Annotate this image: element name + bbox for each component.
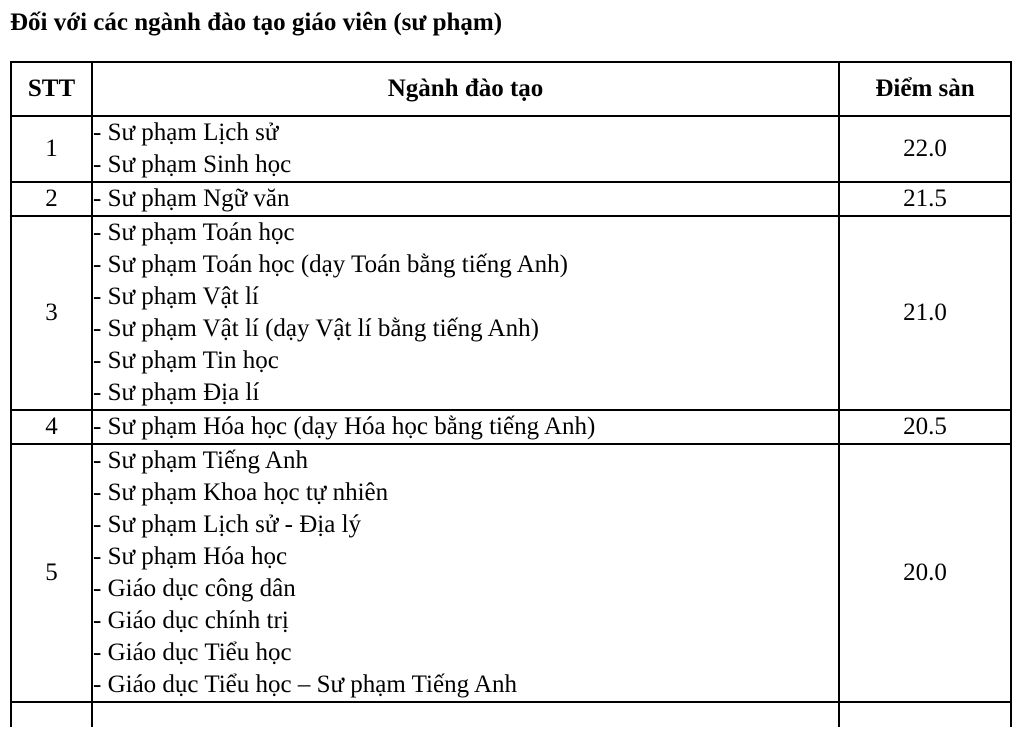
major-item: - Sư phạm Ngữ văn xyxy=(93,185,290,212)
page-heading: Đối với các ngành đào tạo giáo viên (sư phạm) xyxy=(10,9,503,36)
major-item: - Sư phạm Tiếng Anh xyxy=(93,447,308,474)
major-item: - Sư phạm Toán học (dạy Toán bằng tiếng Anh) xyxy=(93,251,569,278)
row-majors xyxy=(92,116,839,182)
row-score: 21.0 xyxy=(839,216,1011,410)
major-item: - Giáo dục công dân xyxy=(93,575,296,602)
table-row xyxy=(11,116,1011,182)
major-item: - Sư phạm Lịch sử xyxy=(93,119,279,146)
majors-table xyxy=(10,61,1012,727)
major-item: - Giáo dục Tiểu học – Sư phạm Tiếng Anh xyxy=(93,671,517,698)
table-row xyxy=(11,216,1011,410)
row-score: 20.0 xyxy=(839,444,1011,702)
row-stt: 3 xyxy=(11,216,92,410)
continuation-cell xyxy=(11,702,92,727)
major-item: - Sư phạm Vật lí xyxy=(93,283,259,310)
major-item: - Sư phạm Toán học xyxy=(93,219,295,246)
major-item: - Sư phạm Khoa học tự nhiên xyxy=(93,479,389,506)
table-header-row xyxy=(11,62,1011,116)
major-item: - Giáo dục chính trị xyxy=(93,607,289,634)
major-item: - Giáo dục Tiểu học xyxy=(93,639,292,666)
header-major: Ngành đào tạo xyxy=(92,62,839,116)
row-score: 21.5 xyxy=(839,182,1011,216)
major-item: - Sư phạm Địa lí xyxy=(93,379,260,406)
row-majors xyxy=(92,410,839,444)
table-row xyxy=(11,410,1011,444)
major-item: - Sư phạm Lịch sử - Địa lý xyxy=(93,511,362,538)
row-majors xyxy=(92,444,839,702)
row-majors xyxy=(92,182,839,216)
row-stt: 1 xyxy=(11,116,92,182)
major-item: - Sư phạm Sinh học xyxy=(93,151,292,178)
major-item: - Sư phạm Hóa học (dạy Hóa học bằng tiếng Anh) xyxy=(93,413,596,440)
row-stt: 4 xyxy=(11,410,92,444)
header-score: Điểm sàn xyxy=(839,62,1011,116)
major-item: - Sư phạm Tin học xyxy=(93,347,279,374)
table-row-continuation xyxy=(11,702,1011,727)
row-majors xyxy=(92,216,839,410)
major-item: - Sư phạm Vật lí (dạy Vật lí bằng tiếng Anh) xyxy=(93,315,539,342)
header-stt: STT xyxy=(11,62,92,116)
row-score: 22.0 xyxy=(839,116,1011,182)
major-item: - Sư phạm Hóa học xyxy=(93,543,288,570)
row-stt: 2 xyxy=(11,182,92,216)
row-stt: 5 xyxy=(11,444,92,702)
table-row xyxy=(11,444,1011,702)
row-score: 20.5 xyxy=(839,410,1011,444)
continuation-cell xyxy=(839,702,1011,727)
continuation-cell xyxy=(92,702,839,727)
table-row xyxy=(11,182,1011,216)
